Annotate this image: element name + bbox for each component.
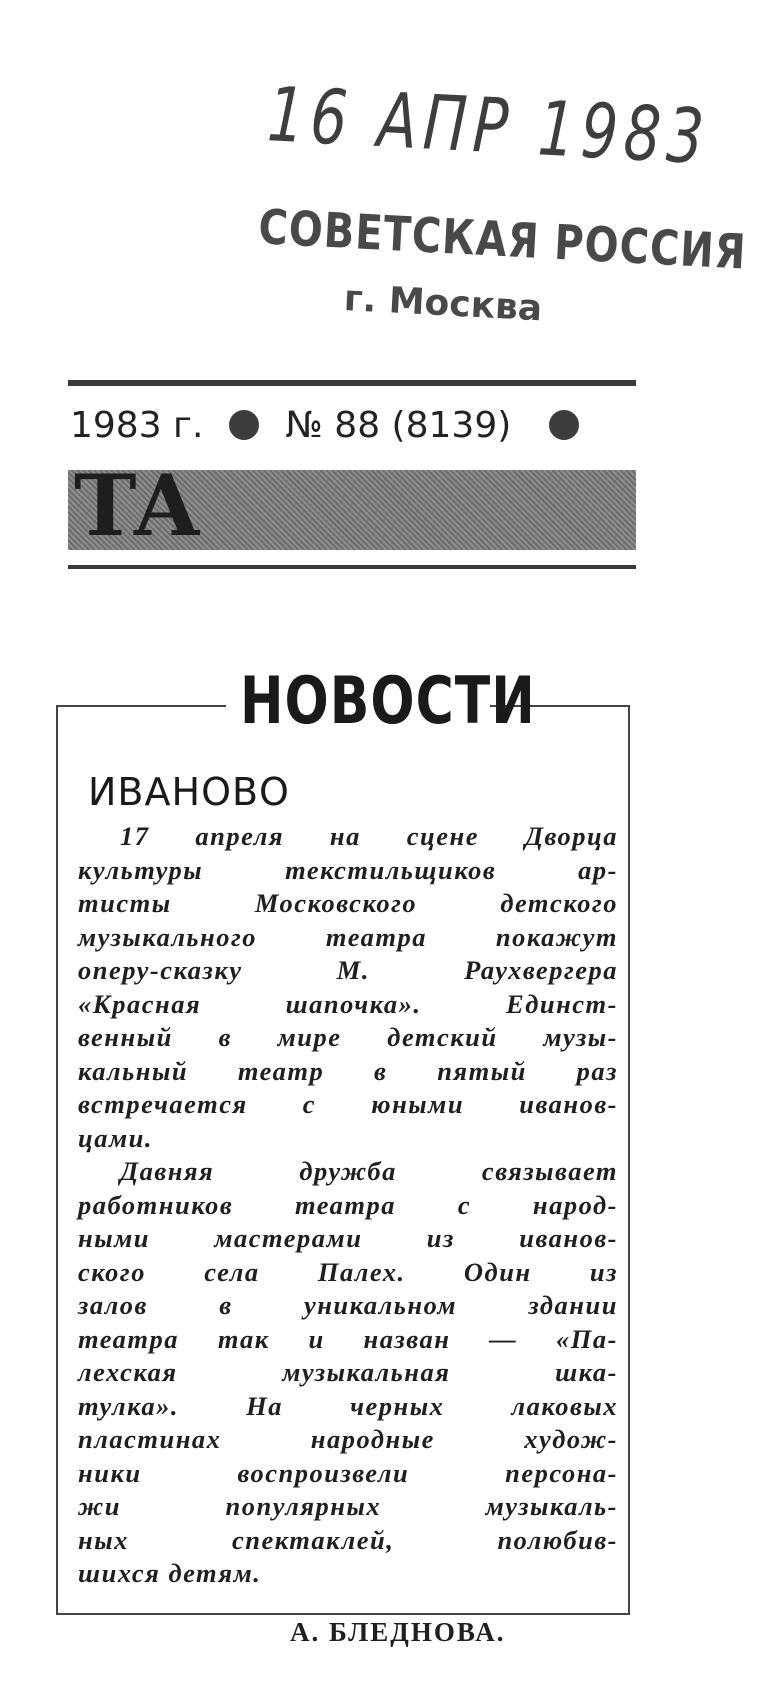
article-dateline-city: ИВАНОВО	[88, 770, 290, 814]
body-line: пластинах народные худож-	[78, 1424, 618, 1454]
masthead-top-rule	[68, 380, 636, 386]
stamp-city: г. Москва	[342, 278, 544, 330]
body-line: ных спектаклей, полюбив-	[78, 1524, 618, 1555]
issue-line	[70, 400, 640, 450]
banner-title-fragment: ТА	[74, 470, 197, 550]
body-line: цами.	[78, 1122, 154, 1153]
body-line: кальный театр в пятый раз	[78, 1055, 618, 1086]
body-line: шихся детям.	[78, 1558, 262, 1588]
section-heading: НОВОСТИ	[240, 664, 536, 739]
body-line: венный в мире детский музы-	[78, 1022, 618, 1052]
bullet-dot-icon	[549, 410, 579, 440]
body-line: 17 апреля на сцене Дворца	[120, 821, 618, 851]
body-line: «Красная шапочка». Единст-	[78, 988, 618, 1019]
archive-stamp	[250, 60, 748, 350]
body-line: жи популярных музыкаль-	[78, 1491, 618, 1521]
body-line: работников театра с народ-	[78, 1189, 618, 1220]
body-line: залов в уникальном здании	[78, 1290, 618, 1320]
body-line: ными мастерами из иванов-	[78, 1223, 618, 1253]
article-author: А. БЛЕДНОВА.	[290, 1617, 506, 1647]
body-line: тулка». На черных лаковых	[78, 1390, 618, 1421]
body-line: музыкального театра покажут	[78, 921, 618, 952]
issue-year: 1983 г.	[70, 404, 204, 446]
body-line: театра так и назван — «Па-	[78, 1323, 618, 1354]
body-line: культуры текстильщиков ар-	[78, 854, 618, 885]
stamp-organization: СОВЕТСКАЯ РОССИЯ	[257, 200, 748, 281]
body-line: лехская музыкальная шка-	[78, 1357, 618, 1387]
article-body	[78, 820, 618, 1591]
body-line: оперу-сказку М. Раухвергера	[78, 955, 618, 985]
body-line: тисты Московского детского	[78, 888, 618, 918]
body-line: ского села Палех. Один из	[78, 1256, 618, 1287]
body-line: встречается с юными иванов-	[78, 1089, 618, 1119]
issue-number: № 88 (8139)	[285, 404, 512, 446]
bullet-dot-icon	[229, 410, 259, 440]
body-line: ники воспроизвели персона-	[78, 1457, 618, 1488]
stamp-date: 16 АПР 1983	[265, 70, 712, 182]
newspaper-title-banner	[68, 470, 636, 550]
frame-top-rule-left	[56, 705, 226, 707]
masthead-bottom-rule	[68, 565, 636, 569]
body-line: Давняя дружба связывает	[120, 1156, 618, 1186]
